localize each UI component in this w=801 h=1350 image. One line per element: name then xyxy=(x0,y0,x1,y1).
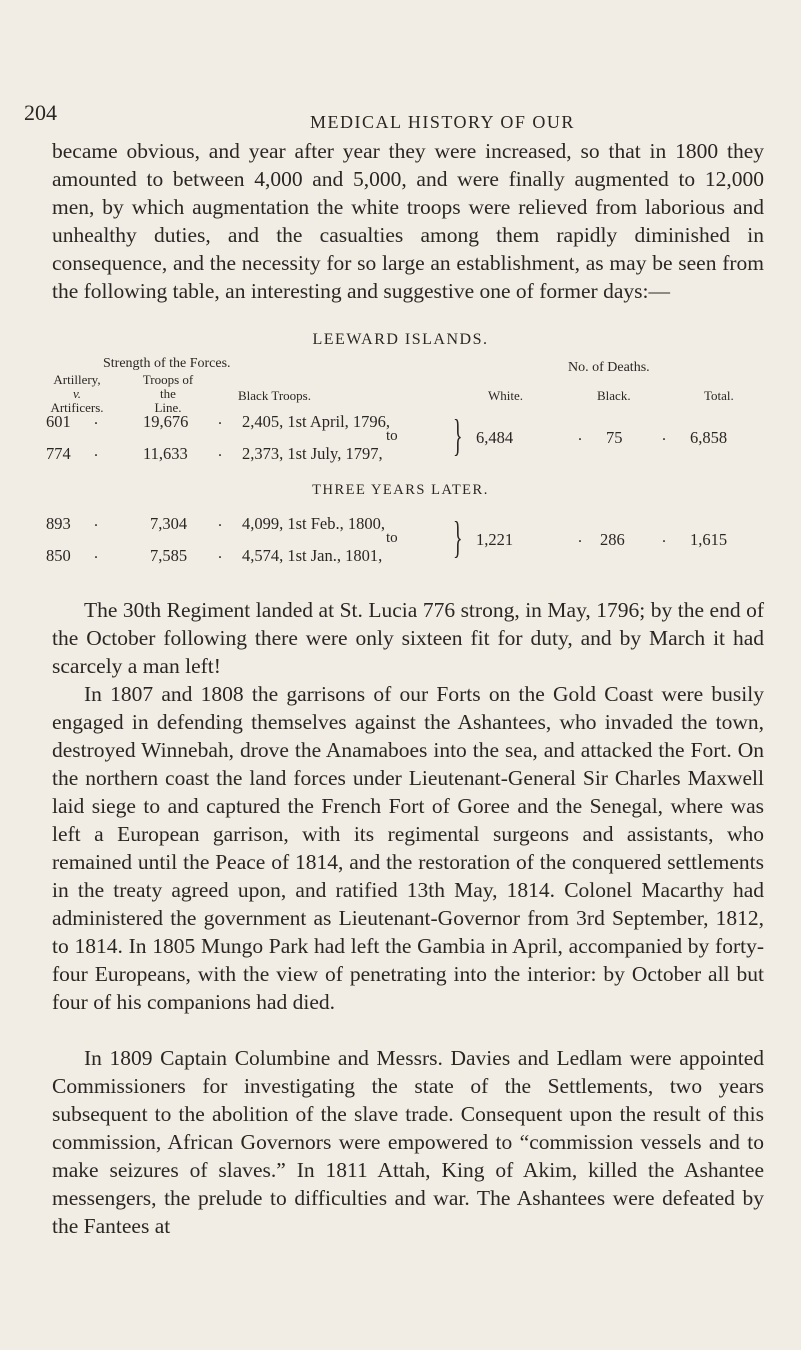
paragraph-30th-regiment: The 30th Regiment landed at St. Lucia 776 strong, in May, 1796; by the end of the October following there were only sixteen fit for duty, and by March it had scarcely a man left! xyxy=(52,598,764,678)
leader-dot: . xyxy=(578,427,582,444)
block2-row2-troops: 7,585 xyxy=(150,546,188,565)
block1-row1-troops: 19,676 xyxy=(143,412,189,431)
block2-row1-troops: 7,304 xyxy=(150,514,188,533)
block1-brace: } xyxy=(453,411,463,460)
intro-paragraph: became obvious, and year after year they were increased, so that in 1800 they amounted to between 4,000 and 5,000, and were finally augmented to 12,000 men, by which augmentation the white troops were relieved from laborious and unhealthy duties, and the casualties among them rapidly diminished in consequence, and the necessity for so large an establishment, as may be seen from the following table, an interesting and suggestive one of former days:— xyxy=(52,139,764,303)
table-title: LEEWARD ISLANDS. xyxy=(312,331,489,348)
leader-dot: . xyxy=(218,411,222,428)
leader-dot: . xyxy=(94,443,98,460)
leader-dot: . xyxy=(94,411,98,428)
paragraph-gold-coast: In 1807 and 1808 the garrisons of our Forts on the Gold Coast were busily engaged in defending themselves against the Ashantees, who invaded the town, destroyed Winnebah, drove the Anamaboes into the sea, and attacked the Fort. On the northern coast the land forces under Lieutenant-General Sir Charles Maxwell laid siege to and captured the French Fort of Goree and the Senegal, where was left a European garrison, with its regimental surgeons and assistants, who remained until the Peace of 1814, and the restoration of the conquered settlements in the treaty agreed upon, and ratified 13th May, 1814. Colonel Macarthy had administered the government as Lieutenant-Governor from 3rd September, 1812, to 1814. In 1805 Mungo Park had left the Gambia in April, accompanied by forty-four Europeans, with the view of penetrating into the interior: by October all but four of his companions had died. xyxy=(52,682,764,1014)
leader-dot: . xyxy=(218,443,222,460)
leader-dot: . xyxy=(218,545,222,562)
section-three-years-later: THREE YEARS LATER. xyxy=(312,482,489,498)
block1-total: 6,858 xyxy=(690,428,728,447)
running-title: MEDICAL HISTORY OF OUR xyxy=(310,112,575,132)
col-white-header: White. xyxy=(488,388,524,403)
block1-to: to xyxy=(386,428,398,444)
leader-dot: . xyxy=(662,529,666,546)
block2-row1-artillery: 893 xyxy=(46,514,71,533)
block2-to: to xyxy=(386,530,398,546)
col-black-header: Black. xyxy=(597,388,631,403)
leader-dot: . xyxy=(662,427,666,444)
group-strength-header: Strength of the Forces. xyxy=(103,356,231,371)
block1-row2-artillery: 774 xyxy=(46,444,71,463)
block1-row2-black-troops: 2,373, 1st July, 1797, xyxy=(242,444,383,463)
block2-white: 1,221 xyxy=(476,530,514,549)
col-total-header: Total. xyxy=(704,388,734,403)
col-artillery-header: Artillery, v. Artificers. xyxy=(50,372,104,415)
block2-brace: } xyxy=(453,513,463,562)
block1-black: 75 xyxy=(606,428,623,447)
block2-black: 286 xyxy=(600,530,625,549)
leader-dot: . xyxy=(578,529,582,546)
group-deaths-header: No. of Deaths. xyxy=(568,360,650,375)
leader-dot: . xyxy=(94,513,98,530)
block2-row1-black-troops: 4,099, 1st Feb., 1800, xyxy=(242,514,386,533)
block2-row2-artillery: 850 xyxy=(46,546,71,565)
col-black-troops-header: Black Troops. xyxy=(238,388,311,403)
block2-total: 1,615 xyxy=(690,530,728,549)
leader-dot: . xyxy=(94,545,98,562)
paragraph-commissioners: In 1809 Captain Columbine and Messrs. Davies and Ledlam were appointed Commissioners for investigating the state of the Settlements, two years subsequent to the abolition of the slave trade. Consequent upon the result of this commission, African Governors were empowered to “commission vessels and to make seizures of slaves.” In 1811 Attah, King of Akim, killed the Ashantee messengers, the prelude to difficulties and war. The Ashantees were defeated by the Fantees at xyxy=(52,1046,764,1238)
leader-dot: . xyxy=(218,513,222,530)
block2-row2-black-troops: 4,574, 1st Jan., 1801, xyxy=(242,546,383,565)
block1-white: 6,484 xyxy=(476,428,514,447)
page-number: 204 xyxy=(24,100,57,125)
block1-row1-artillery: 601 xyxy=(46,412,71,431)
col-troops-header: Troops of the Line. xyxy=(142,372,194,415)
block1-row1-black-troops: 2,405, 1st April, 1796, xyxy=(242,412,391,431)
block1-row2-troops: 11,633 xyxy=(143,444,188,463)
